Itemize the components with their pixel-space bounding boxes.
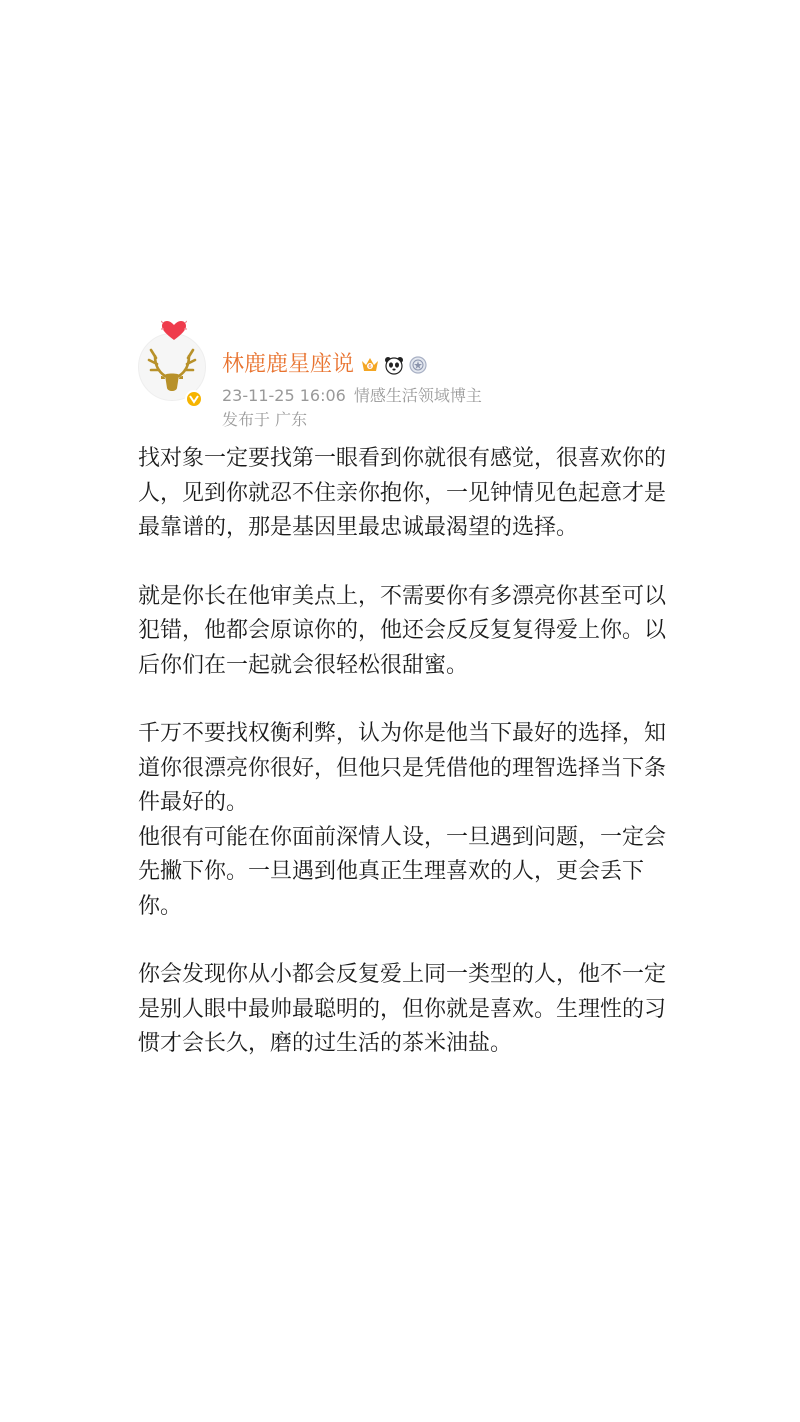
crown-badge-icon[interactable] [360, 355, 380, 375]
post-paragraph: 他很有可能在你面前深情人设，一旦遇到问题，一定会先撇下你。一旦遇到他真正生理喜欢的人，更会丢下你。 [138, 824, 667, 919]
author-tag: 情感生活领域博主 [353, 386, 482, 405]
post-meta [222, 385, 482, 407]
post-location: 发布于 广东 [222, 410, 308, 429]
svg-text:6: 6 [368, 364, 372, 370]
author-row [222, 349, 432, 381]
medal-badge-icon[interactable] [408, 355, 428, 375]
post-paragraph: 你会发现你从小都会反复爱上同一类型的人，他不一定是别人眼中最帅最聪明的，但你就是喜欢。生理性的习惯才会长久，磨的过生活的茶米油盐。 [138, 962, 667, 1056]
post-header [138, 327, 698, 437]
post-content [138, 442, 668, 1062]
post-paragraph: 千万不要找权衡利弊，认为你是他当下最好的选择，知道你很漂亮你很好，但他只是凭借他的理智选择当下条件最好的。 [138, 721, 667, 815]
post-paragraph: 就是你长在他审美点上，不需要你有多漂亮你甚至可以犯错，他都会原谅你的，他还会反反复复得爱上你。以后你们在一起就会很轻松很甜蜜。 [138, 583, 667, 678]
post-paragraph: 找对象一定要找第一眼看到你就很有感觉，很喜欢你的人，见到你就忍不住亲你抱你，一见钟情见色起意才是最靠谱的，那是基因里最忠诚最渴望的选择。 [138, 446, 667, 540]
heart-icon [161, 320, 187, 342]
author-badges [360, 355, 432, 375]
panda-badge-icon[interactable] [384, 355, 404, 375]
post-timestamp: 23-11-25 16:06 [222, 386, 346, 405]
author-name[interactable]: 林鹿鹿星座说 [222, 352, 355, 377]
verified-badge-icon [185, 390, 203, 408]
avatar[interactable] [138, 333, 206, 401]
